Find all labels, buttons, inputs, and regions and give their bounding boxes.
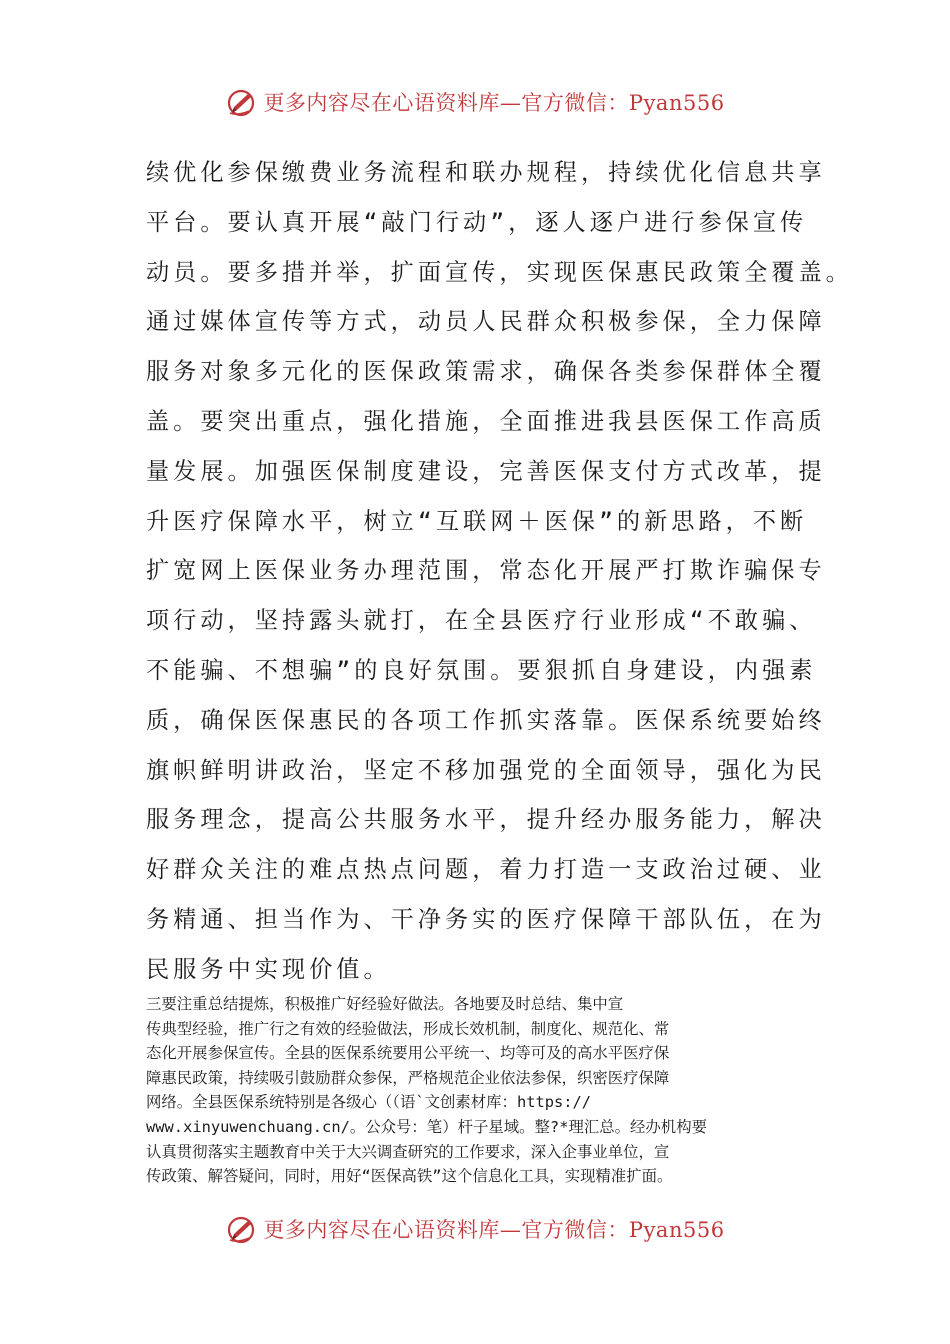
small-text-line: www.xinyuwenchuang.cn/。公众号：笔）杆子星域。整?*理汇总。经办机构要: [146, 1117, 707, 1136]
body-text-line: 项行动，坚持露头就打，在全县医疗行业形成“不敢骗、: [146, 607, 817, 635]
body-text-line: 质，确保医保惠民的各项工作抓实落靠。医保系统要始终: [146, 706, 826, 734]
small-text-line: 三要注重总结提炼，积极推广好经验好做法。各地要及时总结、集中宣: [146, 995, 624, 1013]
body-text-line: 动员。要多措并举，扩面宣传，实现医保惠民政策全覆盖。: [146, 258, 853, 286]
body-text-line: 民服务中实现价值。: [146, 955, 391, 983]
body-text-line: 平台。要认真开展“敲门行动”，逐人逐户进行参保宣传: [146, 208, 808, 236]
small-text-line: 认真贯彻落实主题教育中关于大兴调查研究的工作要求，深入企事业单位，宣: [146, 1142, 670, 1161]
small-text-line: 网络。全县医保系统特别是各级心（（语`文创素材库：https://: [146, 1093, 592, 1112]
main-paragraph: [146, 148, 853, 995]
body-text-line: 通过媒体宣传等方式，动员人民群众积极参保，全力保障: [146, 308, 826, 336]
small-text-line: 传政策、解答疑问，同时，用好“医保高铁”这个信息化工具，实现精准扩面。: [146, 1167, 673, 1186]
body-text-line: 不能骗、不想骗”的良好氛围。要狠抓自身建设，内强素: [146, 656, 817, 684]
footer-watermark-banner: [0, 1207, 950, 1251]
pen-writing-logo-icon: [225, 1212, 259, 1246]
body-text-line: 升医疗保障水平，树立“互联网＋医保”的新思路，不断: [146, 507, 808, 535]
body-text-line: 旗帜鲜明讲政治，坚定不移加强党的全面领导，强化为民: [146, 756, 826, 784]
body-text-line: 扩宽网上医保业务办理范围，常态化开展严打欺诈骗保专: [146, 557, 826, 585]
footer-watermark-text: 更多内容尽在心语资料库—官方微信：Pyan556: [263, 1218, 725, 1242]
small-text-line: 障惠民政策，持续吸引鼓励群众参保，严格规范企业依法参保，织密医疗保障: [146, 1068, 670, 1087]
body-text-line: 好群众关注的难点热点问题，着力打造一支政治过硬、业: [146, 856, 826, 884]
header-watermark-text: 更多内容尽在心语资料库—官方微信：Pyan556: [263, 91, 725, 115]
body-text-line: 盖。要突出重点，强化措施，全面推进我县医保工作高质: [146, 407, 826, 435]
small-text-line: 传典型经验，推广行之有效的经验做法，形成长效机制，制度化、规范化、常: [146, 1019, 670, 1038]
secondary-paragraph: [146, 992, 808, 1189]
body-text-line: 务精通、担当作为、干净务实的医疗保障干部队伍，在为: [146, 905, 826, 933]
body-text-line: 续优化参保缴费业务流程和联办规程，持续优化信息共享: [146, 159, 826, 186]
pen-writing-logo-icon: [225, 85, 259, 119]
header-watermark-banner: [0, 80, 950, 124]
body-text-line: 服务理念，提高公共服务水平，提升经办服务能力，解决: [146, 806, 826, 834]
body-text-line: 量发展。加强医保制度建设，完善医保支付方式改革，提: [146, 457, 826, 485]
body-text-line: 服务对象多元化的医保政策需求，确保各类参保群体全覆: [146, 358, 826, 386]
small-text-line: 态化开展参保宣传。全县的医保系统要用公平统一、均等可及的高水平医疗保: [146, 1044, 670, 1063]
